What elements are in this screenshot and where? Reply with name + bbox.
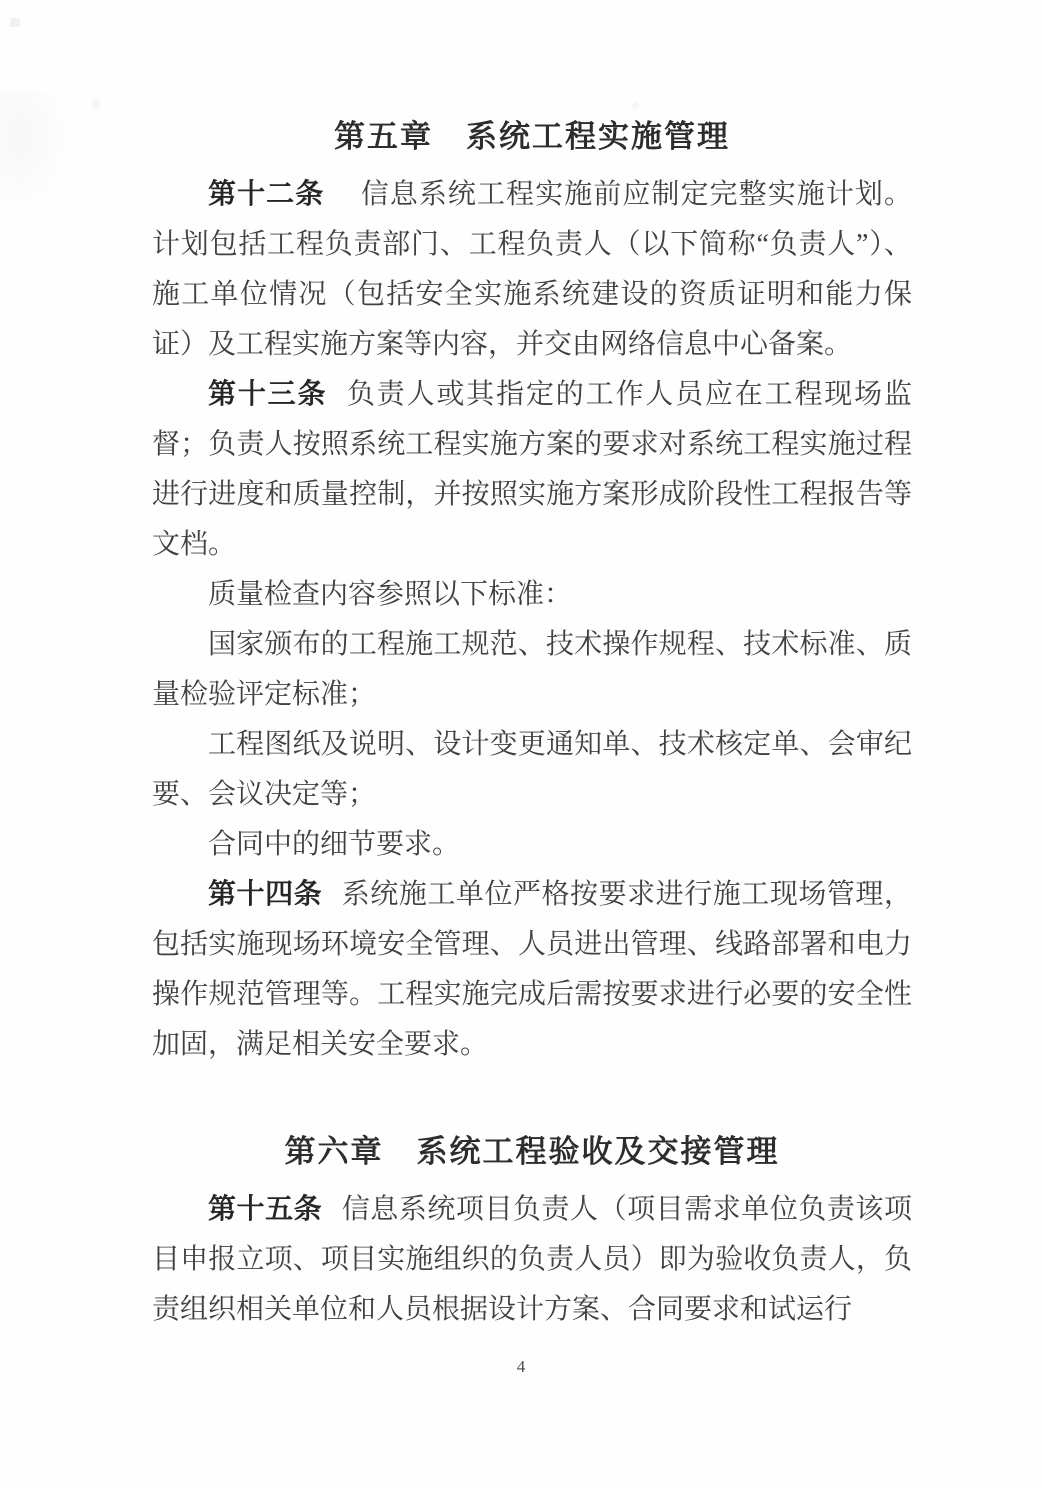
article-13-text: 负责人或其指定的工作人员应在工程现场监督；负责人按照系统工程实施方案的要求对系统工程实施过程进行进度和质量控制，并按照实施方案形成阶段性工程报告等文档。 xyxy=(152,379,912,560)
chapter-6-heading: 第六章 系统工程验收及交接管理 xyxy=(284,1134,780,1169)
article-14-label: 第十四条 xyxy=(208,879,323,910)
article-12-text: 信息系统工程实施前应制定完整实施计划。计划包括工程负责部门、工程负责人（以下简称“负责人”）、施工单位情况（包括安全实施系统建设的资质证明和能力保证）及工程实施方案等内容，并交由网络信息中心备案。 xyxy=(152,179,912,360)
article-15-paragraph xyxy=(152,1185,912,1335)
article-15-text: 信息系统项目负责人（项目需求单位负责该项目申报立项、项目实施组织的负责人员）即为验收负责人，负责组织相关单位和人员根据设计方案、合同要求和试运行 xyxy=(152,1194,912,1325)
scan-artifact xyxy=(92,100,100,108)
article-12-paragraph xyxy=(152,170,912,370)
national-standards-paragraph: 国家颁布的工程施工规范、技术操作规程、技术标准、质量检验评定标准； xyxy=(152,629,912,710)
quality-check-intro-paragraph: 质量检查内容参照以下标准： xyxy=(208,579,573,610)
scan-artifact xyxy=(0,92,64,204)
article-14-paragraph xyxy=(152,870,912,1070)
article-15-label: 第十五条 xyxy=(208,1194,323,1225)
contract-details-paragraph: 合同中的细节要求。 xyxy=(208,829,461,860)
engineering-drawings-paragraph: 工程图纸及说明、设计变更通知单、技术核定单、会审纪要、会议决定等； xyxy=(152,729,912,810)
page-content xyxy=(152,112,912,1335)
page-number: 4 xyxy=(516,1357,526,1376)
article-14-text: 系统施工单位严格按要求进行施工现场管理，包括实施现场环境安全管理、人员进出管理、线路部署和电力操作规范管理等。工程实施完成后需按要求进行必要的安全性加固，满足相关安全要求。 xyxy=(152,879,912,1060)
article-13-paragraph xyxy=(152,370,912,570)
chapter-5-heading: 第五章 系统工程实施管理 xyxy=(334,119,730,154)
article-13-label: 第十三条 xyxy=(208,379,328,410)
scan-artifact xyxy=(632,102,639,109)
scan-artifact xyxy=(10,18,20,27)
article-12-label: 第十二条 xyxy=(208,179,325,210)
